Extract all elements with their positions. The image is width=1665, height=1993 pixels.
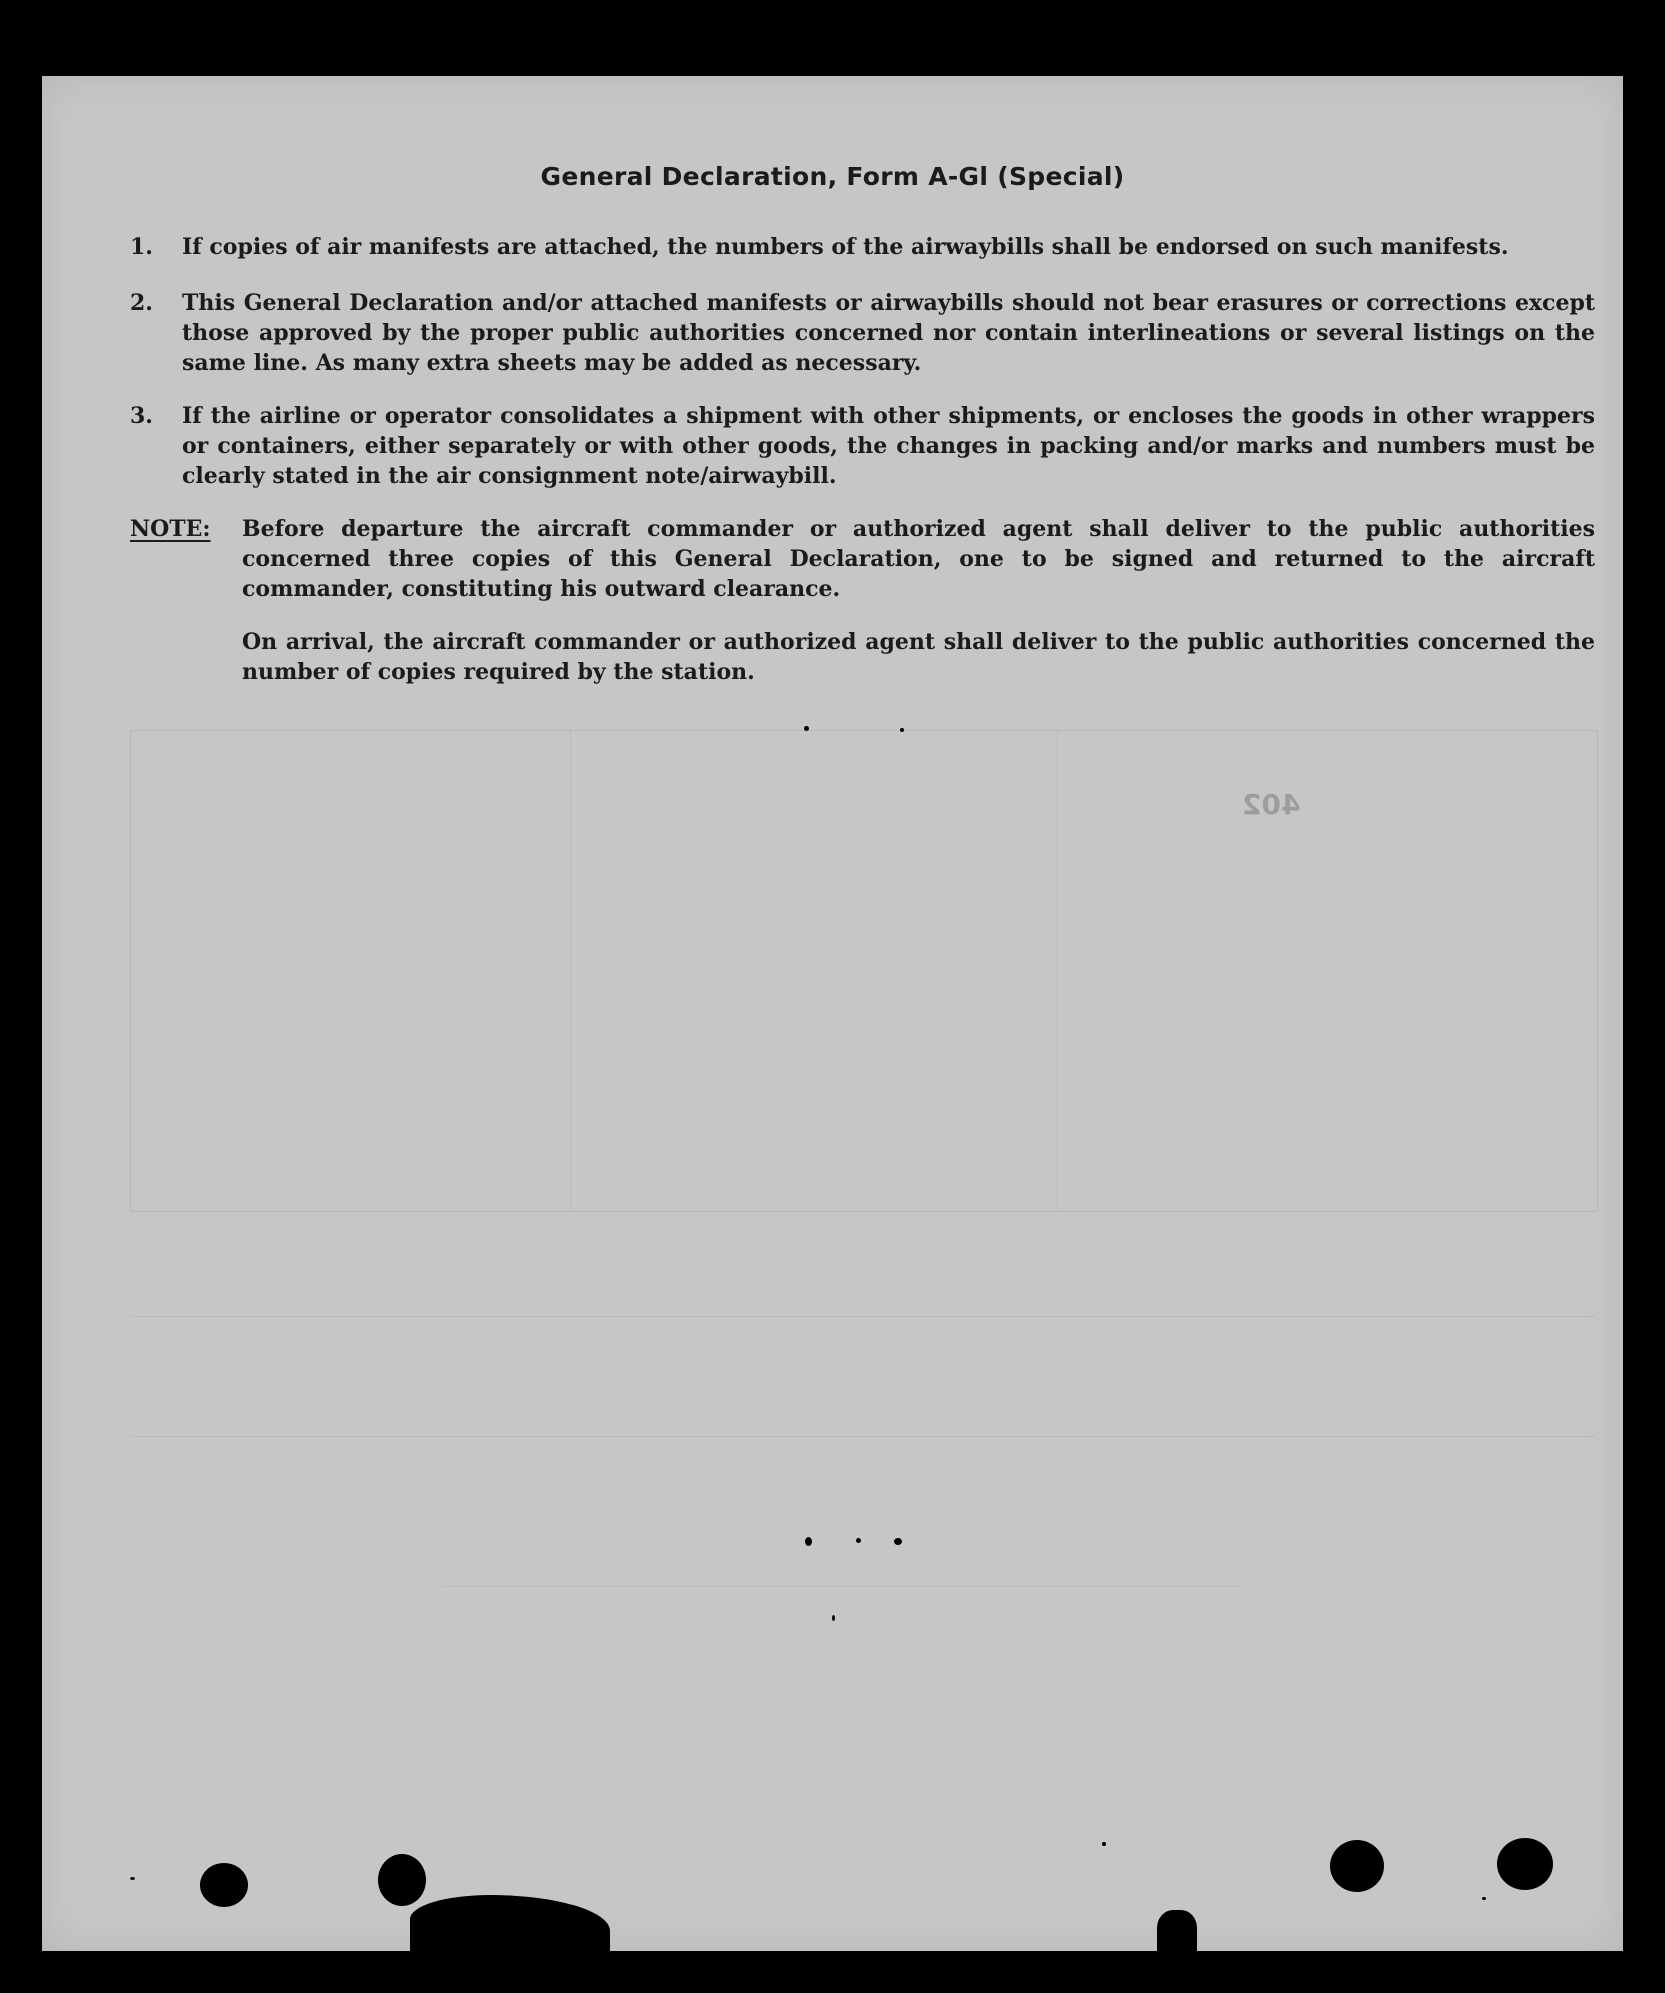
ink-speck [130,1877,135,1880]
punch-hole-blot [1330,1840,1384,1892]
item-number: 1. [130,234,153,260]
ink-speck [1102,1842,1106,1846]
ink-speck [804,726,809,731]
ink-speck [1482,1897,1486,1900]
bleed-through-table [130,730,1598,1212]
bleed-through-divider [1057,730,1058,1210]
ink-speck [894,1538,902,1545]
ink-speck [805,1537,812,1546]
punch-hole-blot [1497,1838,1553,1890]
punch-hole-blot [378,1854,426,1906]
ink-speck [856,1538,861,1543]
bleed-through-rule [442,1586,1242,1587]
note-paragraph-1: Before departure the aircraft commander or authorized agent shall deliver to the public authorities concerned three copies of this General Declaration, one to be signed and returned to the aircraft commander, constituting his outward clearance. [242,516,1595,602]
ink-speck [900,728,904,732]
item-text: This General Declaration and/or attached manifests or airwaybills should not bear erasures or corrections except those approved by the proper public authorities concerned nor contain interlineations or several listings on the same line. As many extra sheets may be added as necessary. [182,290,1595,376]
note-label: NOTE: [130,516,211,542]
document-page [42,76,1623,1951]
bleed-through-rule [130,1436,1596,1437]
ink-speck [832,1615,835,1621]
bleed-through-number: 402 [1242,788,1301,821]
bleed-through-divider [570,730,571,1210]
item-text: If copies of air manifests are attached, the numbers of the airwaybills shall be endorsed on such manifests. [182,234,1509,260]
item-number: 2. [130,290,153,316]
bleed-through-rule [130,1316,1596,1317]
torn-edge-blot [1157,1910,1197,1955]
form-title: General Declaration, Form A-Gl (Special) [540,162,1125,191]
item-number: 3. [130,403,153,429]
note-paragraph-2: On arrival, the aircraft commander or authorized agent shall deliver to the public authorities concerned the number of copies required by the station. [242,629,1595,685]
item-text: If the airline or operator consolidates a shipment with other shipments, or encloses the goods in other wrappers or containers, either separately or with other goods, the changes in packing and/or marks and numbers must be clearly stated in the air consignment note/airwaybill. [182,403,1595,489]
punch-hole-blot [200,1863,248,1907]
